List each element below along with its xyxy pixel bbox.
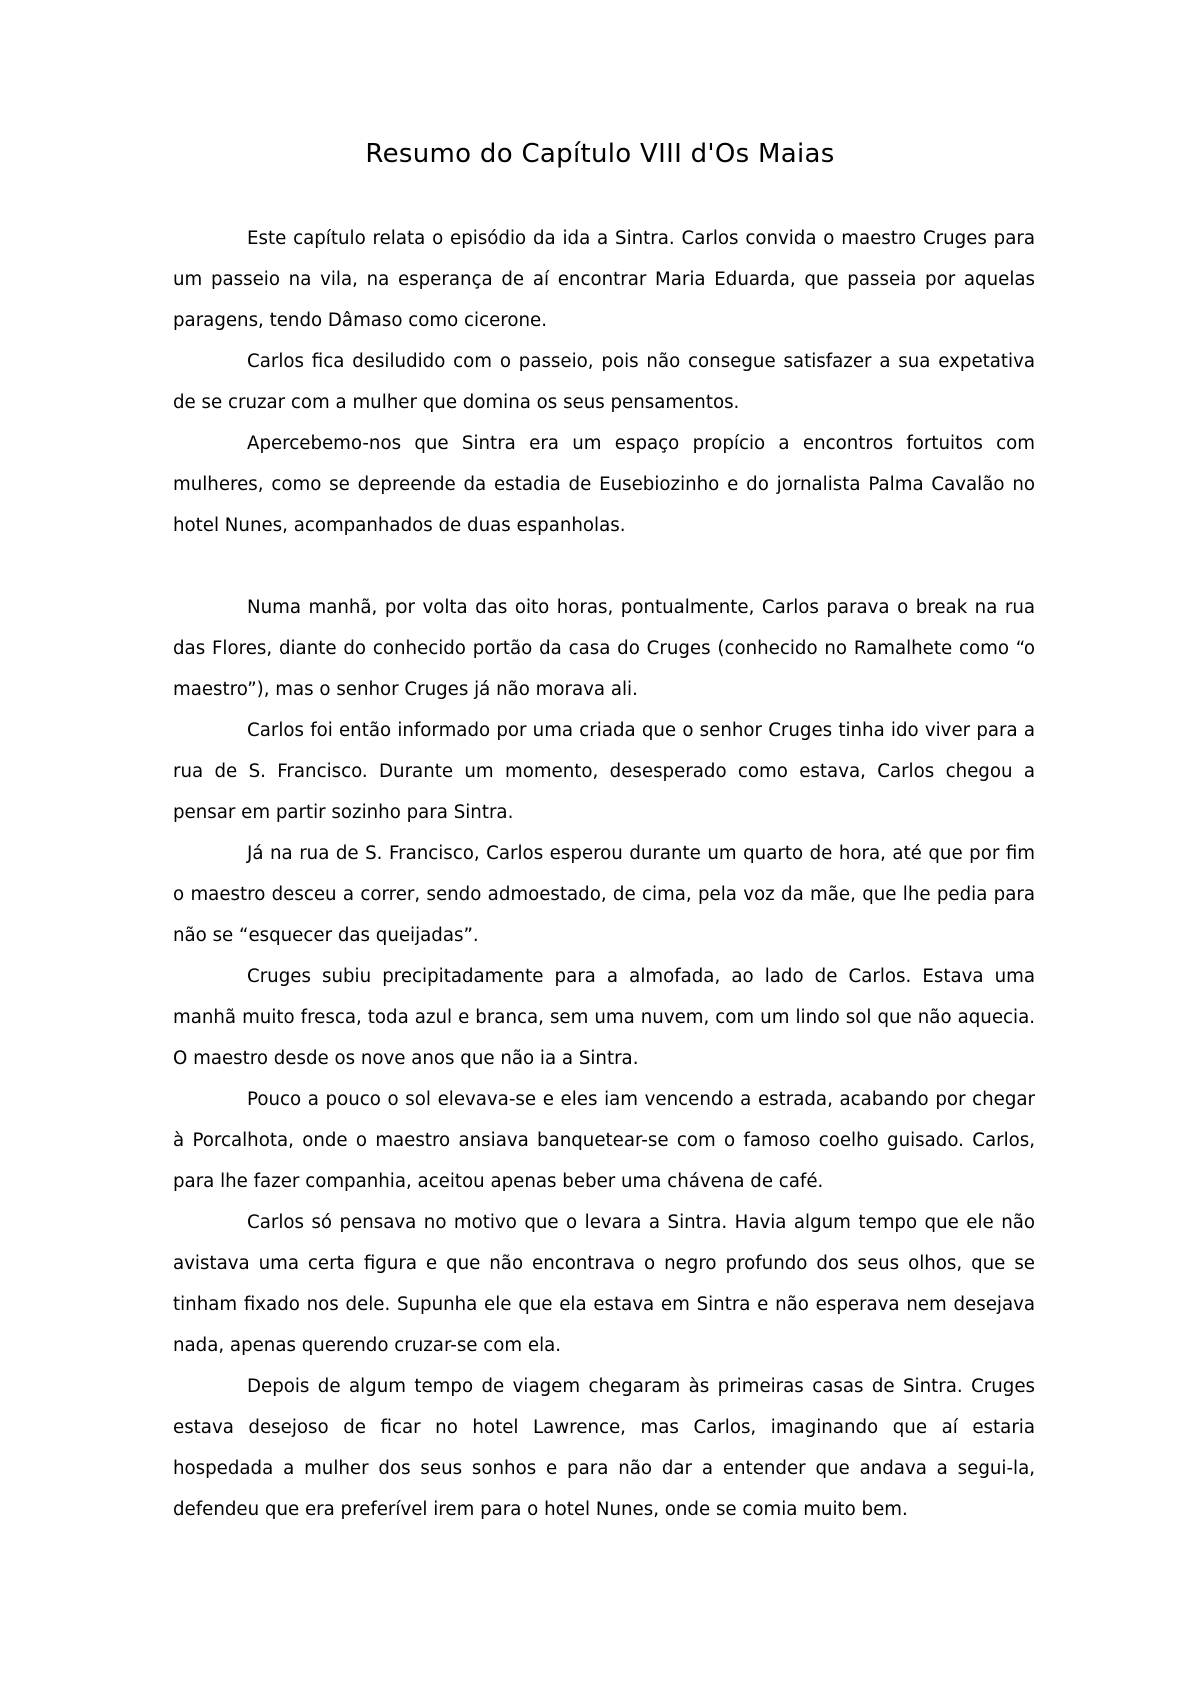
- paragraph: Carlos foi então informado por uma criada que o senhor Cruges tinha ido viver para a rua de S. Francisco. Durante um momento, desesperado como estava, Carlos chegou a pensar em partir sozinho para Sintra.: [173, 720, 1035, 823]
- paragraph: Numa manhã, por volta das oito horas, pontualmente, Carlos parava o break na rua das Flores, diante do conhecido portão da casa do Cruges (conhecido no Ramalhete como “o maestro”), mas o senhor Cruges já não morava ali.: [173, 597, 1035, 700]
- document-body: [173, 218, 1035, 1530]
- paragraph: Cruges subiu precipitadamente para a almofada, ao lado de Carlos. Estava uma manhã muito fresca, toda azul e branca, sem uma nuvem, com um lindo sol que não aquecia. O maestro desde os nove anos que não ia a Sintra.: [173, 966, 1035, 1069]
- document-title: Resumo do Capítulo VIII d'Os Maias: [365, 139, 835, 169]
- paragraph: Carlos fica desiludido com o passeio, pois não consegue satisfazer a sua expetativa de se cruzar com a mulher que domina os seus pensamentos.: [173, 351, 1035, 413]
- paragraph: Já na rua de S. Francisco, Carlos esperou durante um quarto de hora, até que por fim o maestro desceu a correr, sendo admoestado, de cima, pela voz da mãe, que lhe pedia para não se “esquecer das queijadas”.: [173, 843, 1035, 946]
- paragraph: Apercebemo-nos que Sintra era um espaço propício a encontros fortuitos com mulheres, como se depreende da estadia de Eusebiozinho e do jornalista Palma Cavalão no hotel Nunes, acompanhados de duas espanholas.: [173, 433, 1035, 536]
- paragraph: Pouco a pouco o sol elevava-se e eles iam vencendo a estrada, acabando por chegar à Porcalhota, onde o maestro ansiava banquetear-se com o famoso coelho guisado. Carlos, para lhe fazer companhia, aceitou apenas beber uma chávena de café.: [173, 1089, 1035, 1192]
- blank-line: [173, 546, 1035, 587]
- paragraph: Carlos só pensava no motivo que o levara a Sintra. Havia algum tempo que ele não avistava uma certa figura e que não encontrava o negro profundo dos seus olhos, que se tinham fixado nos dele. Supunha ele que ela estava em Sintra e não esperava nem desejava nada, apenas querendo cruzar-se com ela.: [173, 1212, 1035, 1356]
- paragraph: Depois de algum tempo de viagem chegaram às primeiras casas de Sintra. Cruges estava desejoso de ficar no hotel Lawrence, mas Carlos, imaginando que aí estaria hospedada a mulher dos seus sonhos e para não dar a entender que andava a segui-la, defendeu que era preferível irem para o hotel Nunes, onde se comia muito bem.: [173, 1376, 1035, 1520]
- paragraph: Este capítulo relata o episódio da ida a Sintra. Carlos convida o maestro Cruges para um passeio na vila, na esperança de aí encontrar Maria Eduarda, que passeia por aquelas paragens, tendo Dâmaso como cicerone.: [173, 228, 1035, 331]
